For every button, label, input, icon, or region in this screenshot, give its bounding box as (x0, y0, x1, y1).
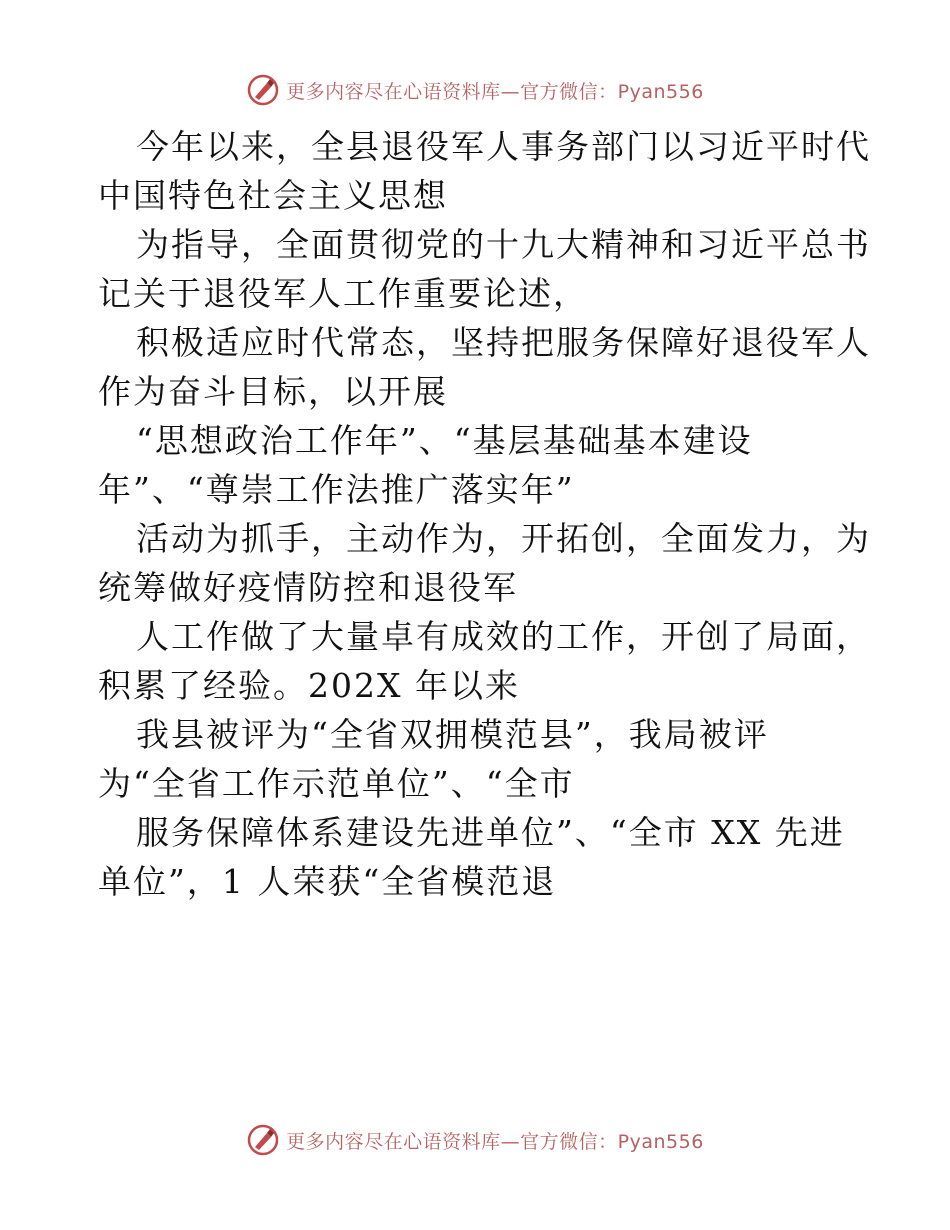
paragraph-line: 人工作做了大量卓有成效的工作，开创了局面， (136, 617, 871, 656)
paragraph-line: 为“全省工作示范单位”、“全市 (98, 764, 575, 803)
pen-nib-logo-icon (246, 73, 280, 107)
paragraph-line: 活动为抓手，主动作为，开拓创，全面发力，为 (136, 519, 871, 558)
paragraph-line: 积累了经验。202X 年以来 (98, 666, 520, 705)
paragraph-line: “思想政治工作年”、“基层基础基本建设 (136, 421, 753, 460)
paragraph-line: 记关于退役军人工作重要论述， (98, 274, 588, 313)
document-body (98, 122, 871, 906)
paragraph-line: 统筹做好疫情防控和退役军 (98, 568, 518, 607)
footer-watermark (0, 1120, 950, 1160)
header-watermark (0, 70, 950, 110)
paragraph-line: 单位”，1 人荣获“全省模范退 (98, 862, 557, 901)
paragraph-line: 为指导，全面贯彻党的十九大精神和习近平总书 (136, 225, 871, 264)
paragraph-line: 服务保障体系建设先进单位”、“全市 XX 先进 (136, 813, 845, 852)
paragraph-line: 积极适应时代常态，坚持把服务保障好退役军人 (136, 323, 871, 362)
paragraph-line: 作为奋斗目标，以开展 (98, 372, 448, 411)
pen-nib-logo-icon (246, 1123, 280, 1157)
watermark-text: 更多内容尽在心语资料库—官方微信：Pyan556 (286, 1130, 704, 1153)
paragraph-line: 我县被评为“全省双拥模范县”，我局被评 (136, 715, 769, 754)
paragraph-line: 今年以来，全县退役军人事务部门以习近平时代 (136, 127, 871, 166)
watermark-text: 更多内容尽在心语资料库—官方微信：Pyan556 (286, 80, 704, 103)
paragraph-line: 年”、“尊崇工作法推广落实年” (98, 470, 575, 509)
paragraph-line: 中国特色社会主义思想 (98, 176, 448, 215)
